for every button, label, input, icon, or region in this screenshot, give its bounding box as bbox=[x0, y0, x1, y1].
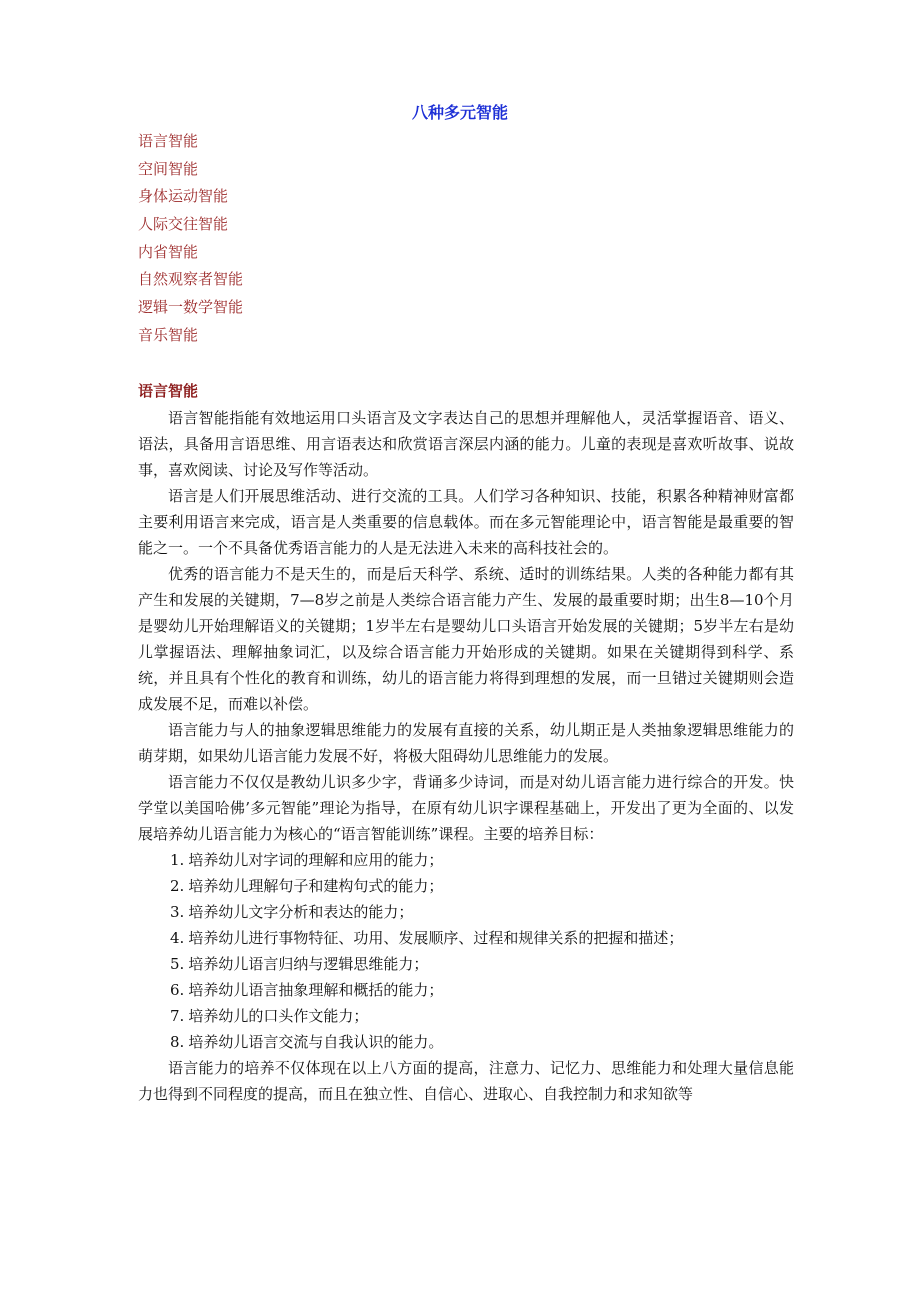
toc-link[interactable]: 逻辑一数学智能 bbox=[138, 298, 244, 317]
list-text: 培养幼儿的口头作文能力； bbox=[188, 1007, 369, 1025]
toc-link[interactable]: 自然观察者智能 bbox=[138, 270, 244, 289]
toc-item-bodily-kinesthetic[interactable] bbox=[138, 183, 243, 211]
goals-list bbox=[138, 847, 794, 1055]
paragraph: 语言能力不仅仅是教幼儿识多少字，背诵多少诗词，而是对幼儿语言能力进行综合的开发。快学堂以美国哈佛’多元智能”理论为指导，在原有幼儿识字课程基础上，开发出了更为全面的、以发展培养幼儿语言能力为核心的“语言智能训练”课程。主要的培养目标： bbox=[138, 773, 794, 843]
list-number: 8. bbox=[170, 1033, 185, 1051]
toc-link[interactable]: 语言智能 bbox=[138, 132, 199, 150]
list-number: 6. bbox=[170, 981, 185, 999]
list-item bbox=[138, 925, 794, 951]
toc-link[interactable]: 身体运动智能 bbox=[138, 187, 229, 206]
list-item bbox=[138, 951, 794, 977]
table-of-contents bbox=[138, 128, 243, 350]
paragraph: 语言是人们开展思维活动、进行交流的工具。人们学习各种知识、技能，积累各种精神财富都主要利用语言来完成，语言是人类重要的信息载体。而在多元智能理论中，语言智能是最重要的智能之一。一个不具备优秀语言能力的人是无法进入未来的高科技社会的。 bbox=[138, 487, 794, 557]
list-number: 2. bbox=[170, 877, 185, 895]
list-text: 培养幼儿语言交流与自我认识的能力。 bbox=[188, 1033, 444, 1051]
list-number: 7. bbox=[170, 1007, 185, 1025]
list-item bbox=[138, 977, 794, 1003]
toc-item-interpersonal[interactable] bbox=[138, 211, 243, 239]
toc-item-spatial[interactable] bbox=[138, 156, 243, 184]
toc-item-naturalist[interactable] bbox=[138, 266, 243, 294]
list-item bbox=[138, 873, 794, 899]
paragraph: 语言能力与人的抽象逻辑思维能力的发展有直接的关系，幼儿期正是人类抽象逻辑思维能力的萌芽期，如果幼儿语言能力发展不好，将极大阻碍幼儿思维能力的发展。 bbox=[138, 721, 794, 765]
list-item bbox=[138, 847, 794, 873]
list-number: 1. bbox=[170, 851, 185, 869]
paragraph: 语言能力的培养不仅体现在以上八方面的提高，注意力、记忆力、思维能力和处理大量信息能力也得到不同程度的提高，而且在独立性、自信心、进取心、自我控制力和求知欲等 bbox=[138, 1059, 794, 1103]
toc-item-musical[interactable] bbox=[138, 322, 243, 350]
list-number: 5. bbox=[170, 955, 185, 973]
list-text: 培养幼儿语言归纳与逻辑思维能力； bbox=[188, 955, 429, 973]
section-heading: 语言智能 bbox=[138, 382, 199, 400]
list-text: 培养幼儿进行事物特征、功用、发展顺序、过程和规律关系的把握和描述； bbox=[188, 929, 684, 947]
list-number: 3. bbox=[170, 903, 185, 921]
list-item bbox=[138, 1029, 794, 1055]
list-text: 培养幼儿文字分析和表达的能力； bbox=[188, 903, 414, 921]
list-number: 4. bbox=[170, 929, 185, 947]
toc-link[interactable]: 音乐智能 bbox=[138, 325, 199, 344]
list-text: 培养幼儿语言抽象理解和概括的能力； bbox=[188, 981, 444, 999]
toc-item-linguistic[interactable] bbox=[138, 128, 243, 156]
list-item bbox=[138, 1003, 794, 1029]
paragraph: 优秀的语言能力不是天生的，而是后天科学、系统、适时的训练结果。人类的各种能力都有其产生和发展的关键期，7—8岁之前是人类综合语言能力产生、发展的最重要时期；出生8—10个月是婴幼儿开始理解语义的关键期；1岁半左右是婴幼儿口头语言开始发展的关键期；5岁半左右是幼儿掌握语法、理解抽象词汇，以及综合语言能力开始形成的关键期。如果在关键期得到科学、系统，并且具有个性化的教育和训练，幼儿的语言能力将得到理想的发展，而一旦错过关键期则会造成发展不足，而难以补偿。 bbox=[138, 565, 794, 713]
section-body bbox=[138, 405, 794, 1107]
toc-link[interactable]: 内省智能 bbox=[138, 242, 199, 261]
toc-link[interactable]: 人际交往智能 bbox=[138, 215, 229, 234]
list-text: 培养幼儿对字词的理解和应用的能力； bbox=[188, 851, 444, 869]
toc-link[interactable]: 空间智能 bbox=[138, 159, 199, 178]
toc-item-logical-mathematical[interactable] bbox=[138, 294, 243, 322]
toc-item-intrapersonal[interactable] bbox=[138, 239, 243, 267]
document-title: 八种多元智能 bbox=[411, 103, 508, 122]
paragraph: 语言智能指能有效地运用口头语言及文字表达自己的思想并理解他人，灵活掌握语音、语义、语法，具备用言语思维、用言语表达和欣赏语言深层内涵的能力。儿童的表现是喜欢听故事、说故事，喜欢阅读、讨论及写作等活动。 bbox=[138, 409, 794, 479]
list-text: 培养幼儿理解句子和建构句式的能力； bbox=[188, 877, 444, 895]
list-item bbox=[138, 899, 794, 925]
